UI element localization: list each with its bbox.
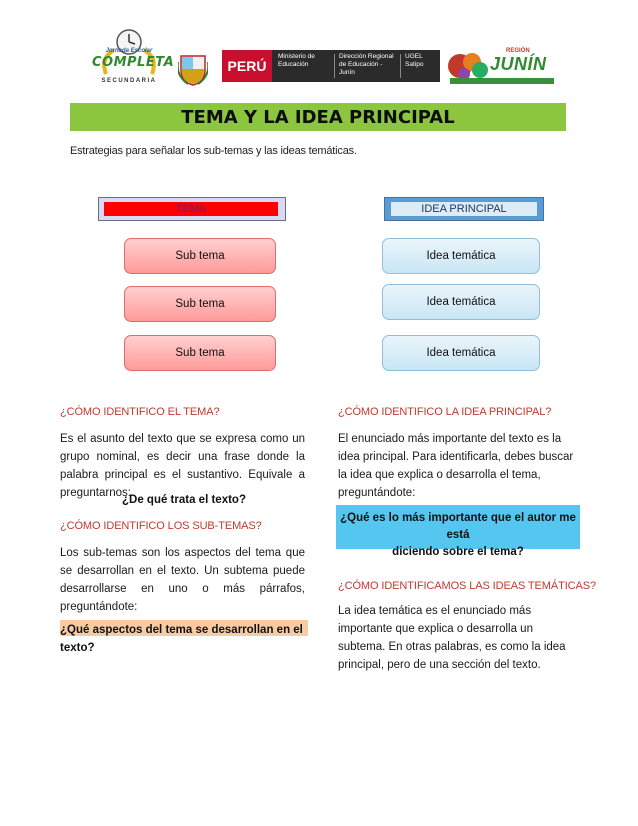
question-main-idea-line1: ¿Qué es lo más importante que el autor me está	[340, 512, 576, 541]
jec-top-text: Jornada Escolar	[105, 48, 153, 54]
idea-tematica-box: Idea temática	[382, 238, 540, 274]
jec-sub-text: SECUNDARIA	[101, 78, 157, 84]
tema-header	[98, 197, 286, 221]
peru-coat-of-arms-icon	[178, 52, 208, 86]
page-subtitle: Estrategias para señalar los sub-temas y las ideas temáticas.	[70, 145, 357, 157]
question-topic: ¿De qué trata el texto?	[122, 494, 246, 506]
jornada-escolar-logo	[92, 28, 175, 90]
question-main-idea-box	[336, 505, 580, 558]
idea-tematica-box: Idea temática	[382, 335, 540, 371]
region-name: JUNÍN	[490, 54, 547, 74]
title-banner	[70, 103, 566, 131]
idea-principal-header	[384, 197, 544, 221]
question-main-idea-line2: diciendo sobre el tema?	[392, 546, 524, 558]
region-strip	[450, 78, 554, 84]
heading-identify-thematic-ideas: ¿CÓMO IDENTIFICAMOS LAS IDEAS TEMÁTICAS?	[338, 580, 597, 592]
paragraph-topic: Es el asunto del texto que se expresa como un grupo nominal, es decir una frase donde la palabra principal es el sustantivo. Equivale a preguntarnos:	[60, 433, 305, 499]
divider	[400, 54, 401, 78]
question-subtopics: ¿Qué aspectos del tema se desarrollan en el texto?	[60, 624, 303, 654]
region-label: REGIÓN	[506, 48, 530, 54]
divider	[334, 54, 335, 78]
heading-identify-subtopics: ¿CÓMO IDENTIFICO LOS SUB-TEMAS?	[60, 520, 262, 532]
peru-label: PERÚ	[222, 50, 272, 82]
heading-identify-main-idea: ¿CÓMO IDENTIFICO LA IDEA PRINCIPAL?	[338, 406, 552, 418]
paragraph-thematic-ideas: La idea temática es el enunciado más importante que explica o desarrolla un subtema. En otras palabras, es como la idea principal, pero de una sección del texto.	[338, 605, 566, 671]
idea-principal-header-label: IDEA PRINCIPAL	[391, 202, 537, 216]
paragraph-subtopics: Los sub-temas son los aspectos del tema que se desarrollan en el texto. Un subtema puede desarrollarse en uno o más párrafos, preguntándote:	[60, 547, 305, 613]
subtema-box: Sub tema	[124, 238, 276, 274]
ministry-label: Ministerio de Educación	[278, 53, 315, 68]
jec-main-text: COMPLETA	[92, 55, 175, 70]
ugel-label: UGEL Satipo	[405, 53, 424, 68]
idea-tematica-box: Idea temática	[382, 284, 540, 320]
heading-identify-topic: ¿CÓMO IDENTIFICO EL TEMA?	[60, 406, 220, 418]
paragraph-main-idea: El enunciado más importante del texto es la idea principal. Para identificarla, debes buscar la idea que explica o desarrolla el tema, preguntándote:	[338, 433, 574, 499]
ministry-banner	[222, 50, 440, 82]
region-junin-logo	[446, 48, 556, 88]
page-title: TEMA Y LA IDEA PRINCIPAL	[181, 107, 455, 128]
regional-direction-label: Dirección Regional de Educación - Junín	[339, 53, 394, 76]
subtema-box: Sub tema	[124, 335, 276, 371]
subtema-box: Sub tema	[124, 286, 276, 322]
tema-header-label: TEMA	[104, 202, 278, 216]
question-subtopics-highlight	[60, 620, 308, 654]
